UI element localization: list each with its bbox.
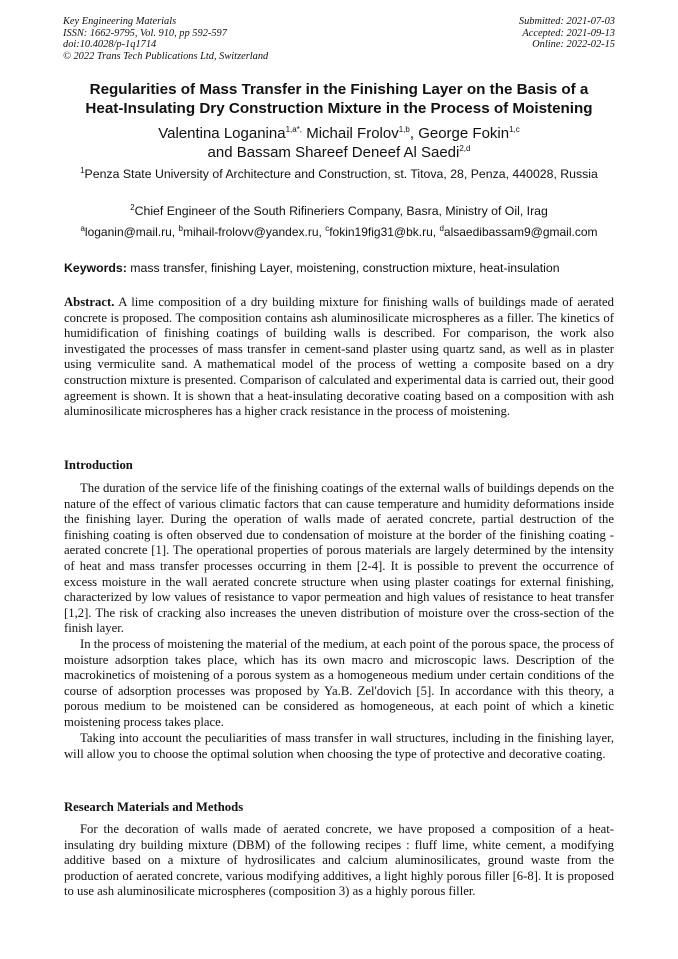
- header-left: [63, 16, 268, 62]
- issn-line: ISSN: 1662-9795, Vol. 910, pp 592-597: [63, 27, 227, 39]
- keywords-line: [64, 261, 624, 276]
- email-mark: c: [325, 224, 330, 233]
- copyright-line: © 2022 Trans Tech Publications Ltd, Switzerland: [63, 50, 269, 62]
- intro-paragraph-1: The duration of the service life of the finishing coatings of the external walls of buildings depends on the nature of the effect of various climatic factors that can cause temperature and humidity deformations inside the finishing layer. During the operation of walls made of aerated concrete, partial destruction of the finishing coating is often observed due to condensation of moisture at the border of the finishing coating - aerated concrete [1]. The operational properties of porous materials are largely determined by the intensity of heat and mass transfer processes occurring in them [2-4]. It is possible to prevent the occurrence of excess moisture in the wall aerated concrete structure when using plaster coatings for external finishing, characterized by low values of resistance to vapor permeation and high values of resistance to heat transfer [1,2]. The risk of cracking also increases the uneven distribution of moisture over the cross-section of the finish layer.: [64, 481, 614, 636]
- submitted-date: Submitted: 2021-07-03: [518, 16, 615, 27]
- email-mark: b: [178, 224, 183, 233]
- methods-paragraph-1: For the decoration of walls made of aerated concrete, we have proposed a composition of a heat-insulating dry building mixture (DBM) of the following recipes : fluff lime, white cement, a modifying additive based on a mixture of hydrosilicates and calcium aluminosilicates, ground waste from the production of aerated concrete, various modifying additives, a light highly porous filler [6-8]. It is proposed to use ash aluminosilicate microspheres (composition 3) as a highly porous filler.: [64, 822, 614, 899]
- author-line-2: [40, 143, 638, 162]
- affiliation-2: [60, 204, 618, 220]
- author-conjunction: and: [207, 144, 233, 161]
- intro-paragraph-2: In the process of moistening the material of the medium, at each point of the porous space, the process of moisture adsorption takes place, which has its own macro and microscopic laws. Description of the macrokinetics of moistening of a porous system as a homogeneous medium under certain conditions of the course of adsorption processes was proposed by Ya.B. Zel'dovich [5]. In accordance with this theory, a porous medium to be moistened can be considered as homogeneous, at each point of which a kinetic moistening process takes place.: [64, 637, 614, 729]
- email-a[interactable]: loganin@mail.ru,: [84, 225, 176, 239]
- email-list: [40, 225, 638, 240]
- email-d[interactable]: alsaedibassam9@gmail.com: [443, 225, 598, 239]
- methods-heading: Research Materials and Methods: [64, 800, 244, 814]
- accepted-date: Accepted: 2021-09-13: [522, 27, 615, 39]
- author-superscript: 1,a*,: [285, 125, 303, 134]
- abstract-text: A lime composition of a dry building mixture for finishing walls of buildings made of aerated concrete is proposed. The composition contains ash aluminosilicate microspheres as a filler. The kinetics of humidification of finishing coatings of building walls is described. For comparison, the work also investigated the processes of mass transfer in cement-sand plaster using quartz sand, as well as in plaster using vermiculite sand. A mathematical model of the process of wetting a composite based on a dry construction mixture is presented. Comparison of calculated and experimental data is carried out, their good agreement is shown. It is shown that a heat-insulating decorative coating based on a composition with ash aluminosilicate microspheres has a higher crack resistance in the process of moistening.: [64, 295, 614, 419]
- affiliation-mark: 2: [130, 202, 135, 212]
- doi-line: doi:10.4028/p-1q1714: [63, 39, 157, 51]
- author-line-1: Valentina Loganina$^{1,a*,}$ Michail Frolov$^{1,b}$, George Fokin$^{1,c}$: [158, 125, 520, 142]
- author-name: Michail Frolov: [306, 125, 399, 142]
- email-c[interactable]: fokin19fig31@bk.ru,: [329, 225, 437, 239]
- email-b[interactable]: mihail-frolovv@yandex.ru,: [182, 225, 322, 239]
- author-list: [40, 124, 638, 162]
- abstract-paragraph: [64, 295, 614, 420]
- keywords-text: mass transfer, finishing Layer, moistening, construction mixture, heat-insulation: [130, 261, 560, 275]
- author-name: Valentina Loganina: [158, 125, 286, 142]
- header-right: [519, 16, 615, 51]
- title-line-2: Heat-Insulating Dry Construction Mixture in the Process of Moistening: [85, 99, 593, 117]
- affiliation-text: Chief Engineer of the South Rifineriers Company, Basra, Ministry of Oil, Irag: [134, 204, 548, 218]
- title-line-1: Regularities of Mass Transfer in the Finishing Layer on the Basis of a: [89, 81, 589, 98]
- affiliation-1: [60, 167, 618, 183]
- email-mark: a: [80, 224, 85, 233]
- keywords-label: Keywords:: [64, 261, 127, 275]
- author-superscript: 2,d: [459, 144, 471, 153]
- paper-title: [40, 81, 638, 118]
- email-mark: d: [439, 224, 444, 233]
- affiliation-text: Penza State University of Architecture and Construction, st. Titova, 28, Penza, 440028, Russia: [84, 167, 598, 181]
- author-name: George Fokin: [418, 125, 510, 142]
- affiliation-mark: 1: [80, 165, 85, 175]
- author-superscript: 1,b: [398, 125, 410, 134]
- intro-paragraph-3: Taking into account the peculiarities of mass transfer in wall structures, including in the finishing layer, will allow you to choose the optimal solution when choosing the type of protective and decorative coating.: [64, 731, 614, 761]
- author-name: Bassam Shareef Deneef Al Saedi: [236, 144, 460, 161]
- journal-name: Key Engineering Materials: [63, 16, 177, 27]
- author-superscript: 1,c: [509, 125, 520, 134]
- introduction-heading: Introduction: [64, 458, 133, 472]
- online-date: Online: 2022-02-15: [532, 39, 615, 51]
- abstract-label: Abstract.: [64, 295, 115, 309]
